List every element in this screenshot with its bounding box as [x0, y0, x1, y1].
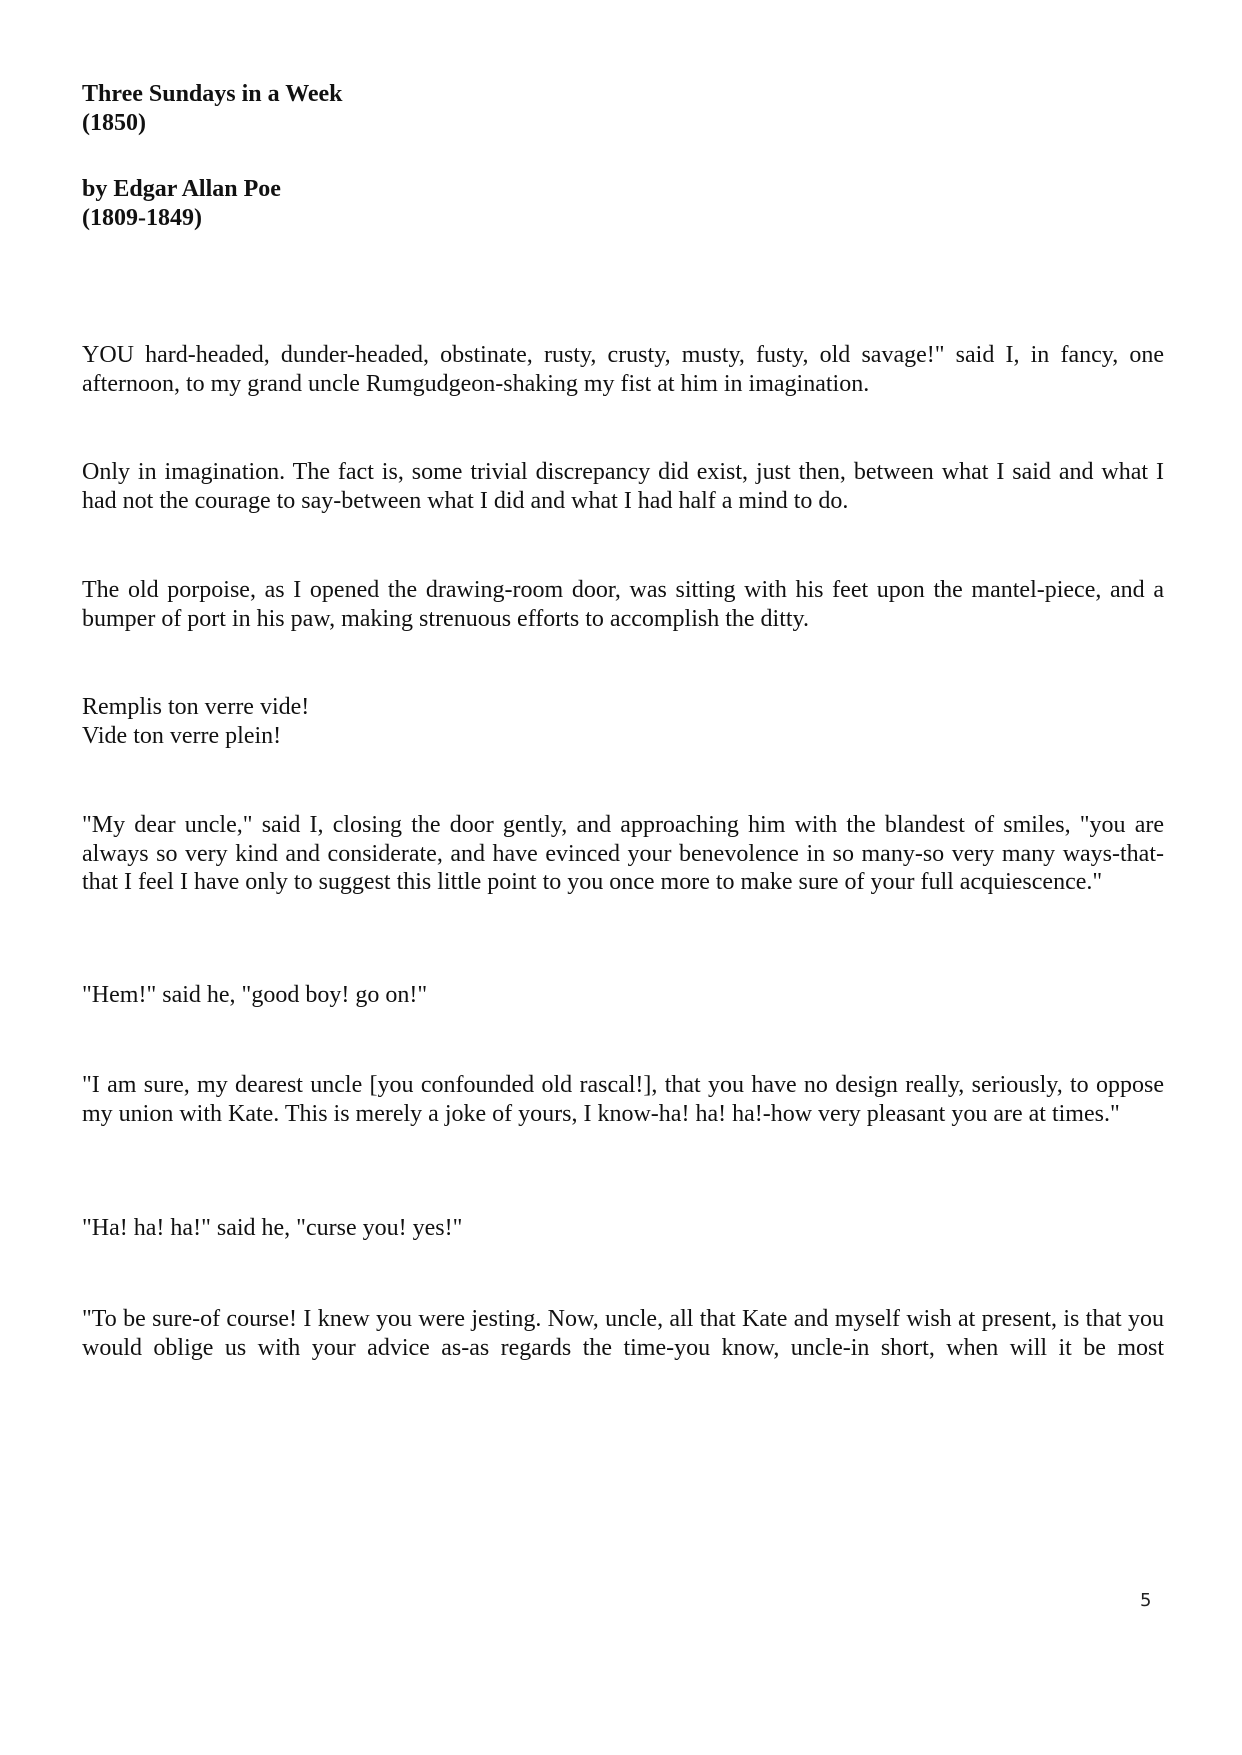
story-title: Three Sundays in a Week — [82, 81, 343, 107]
paragraph-5: "Hem!" said he, "good boy! go on!" — [82, 982, 428, 1008]
title-block — [82, 80, 343, 138]
paragraph-3: The old porpoise, as I opened the drawing-room door, was sitting with his feet upon the mantel-piece, and a bumper of port in his paw, making strenuous efforts to accomplish the ditty. — [82, 577, 1164, 632]
page-number: 5 — [1140, 1590, 1152, 1611]
author-years: (1809-1849) — [82, 205, 202, 231]
paragraph-7: "Ha! ha! ha!" said he, "curse you! yes!" — [82, 1215, 463, 1241]
paragraph-4: "My dear uncle," said I, closing the door gently, and approaching him with the blandest of smiles, "you are always so very kind and considerate, and have evinced your benevolence in so many-so very many ways-that-that I feel I have only to suggest this little point to you once more to make sure of your full acquiescence." — [82, 812, 1164, 895]
paragraph-1: YOU hard-headed, dunder-headed, obstinate, rusty, crusty, musty, fusty, old savage!" said I, in fancy, one afternoon, to my grand uncle Rumgudgeon-shaking my fist at him in imagination. — [82, 342, 1164, 397]
author-block — [82, 175, 281, 233]
paragraph-8: "To be sure-of course! I knew you were jesting. Now, uncle, all that Kate and myself wish at present, is that you would oblige us with your advice as-as regards the time-you know, uncle-in short, when will it be most — [82, 1306, 1164, 1361]
verse-line-1: Remplis ton verre vide! — [82, 694, 310, 720]
verse-quote — [82, 693, 309, 750]
verse-line-2: Vide ton verre plein! — [82, 722, 282, 749]
paragraph-2: Only in imagination. The fact is, some trivial discrepancy did exist, just then, between what I said and what I had not the courage to say-between what I did and what I had half a mind to do. — [82, 459, 1164, 514]
author-name: by Edgar Allan Poe — [82, 176, 281, 202]
paragraph-6: "I am sure, my dearest uncle [you confounded old rascal!], that you have no design really, seriously, to oppose my union with Kate. This is merely a joke of yours, I know-ha! ha! ha!-how very pleasant you are at times." — [82, 1072, 1164, 1127]
story-year: (1850) — [82, 110, 146, 136]
